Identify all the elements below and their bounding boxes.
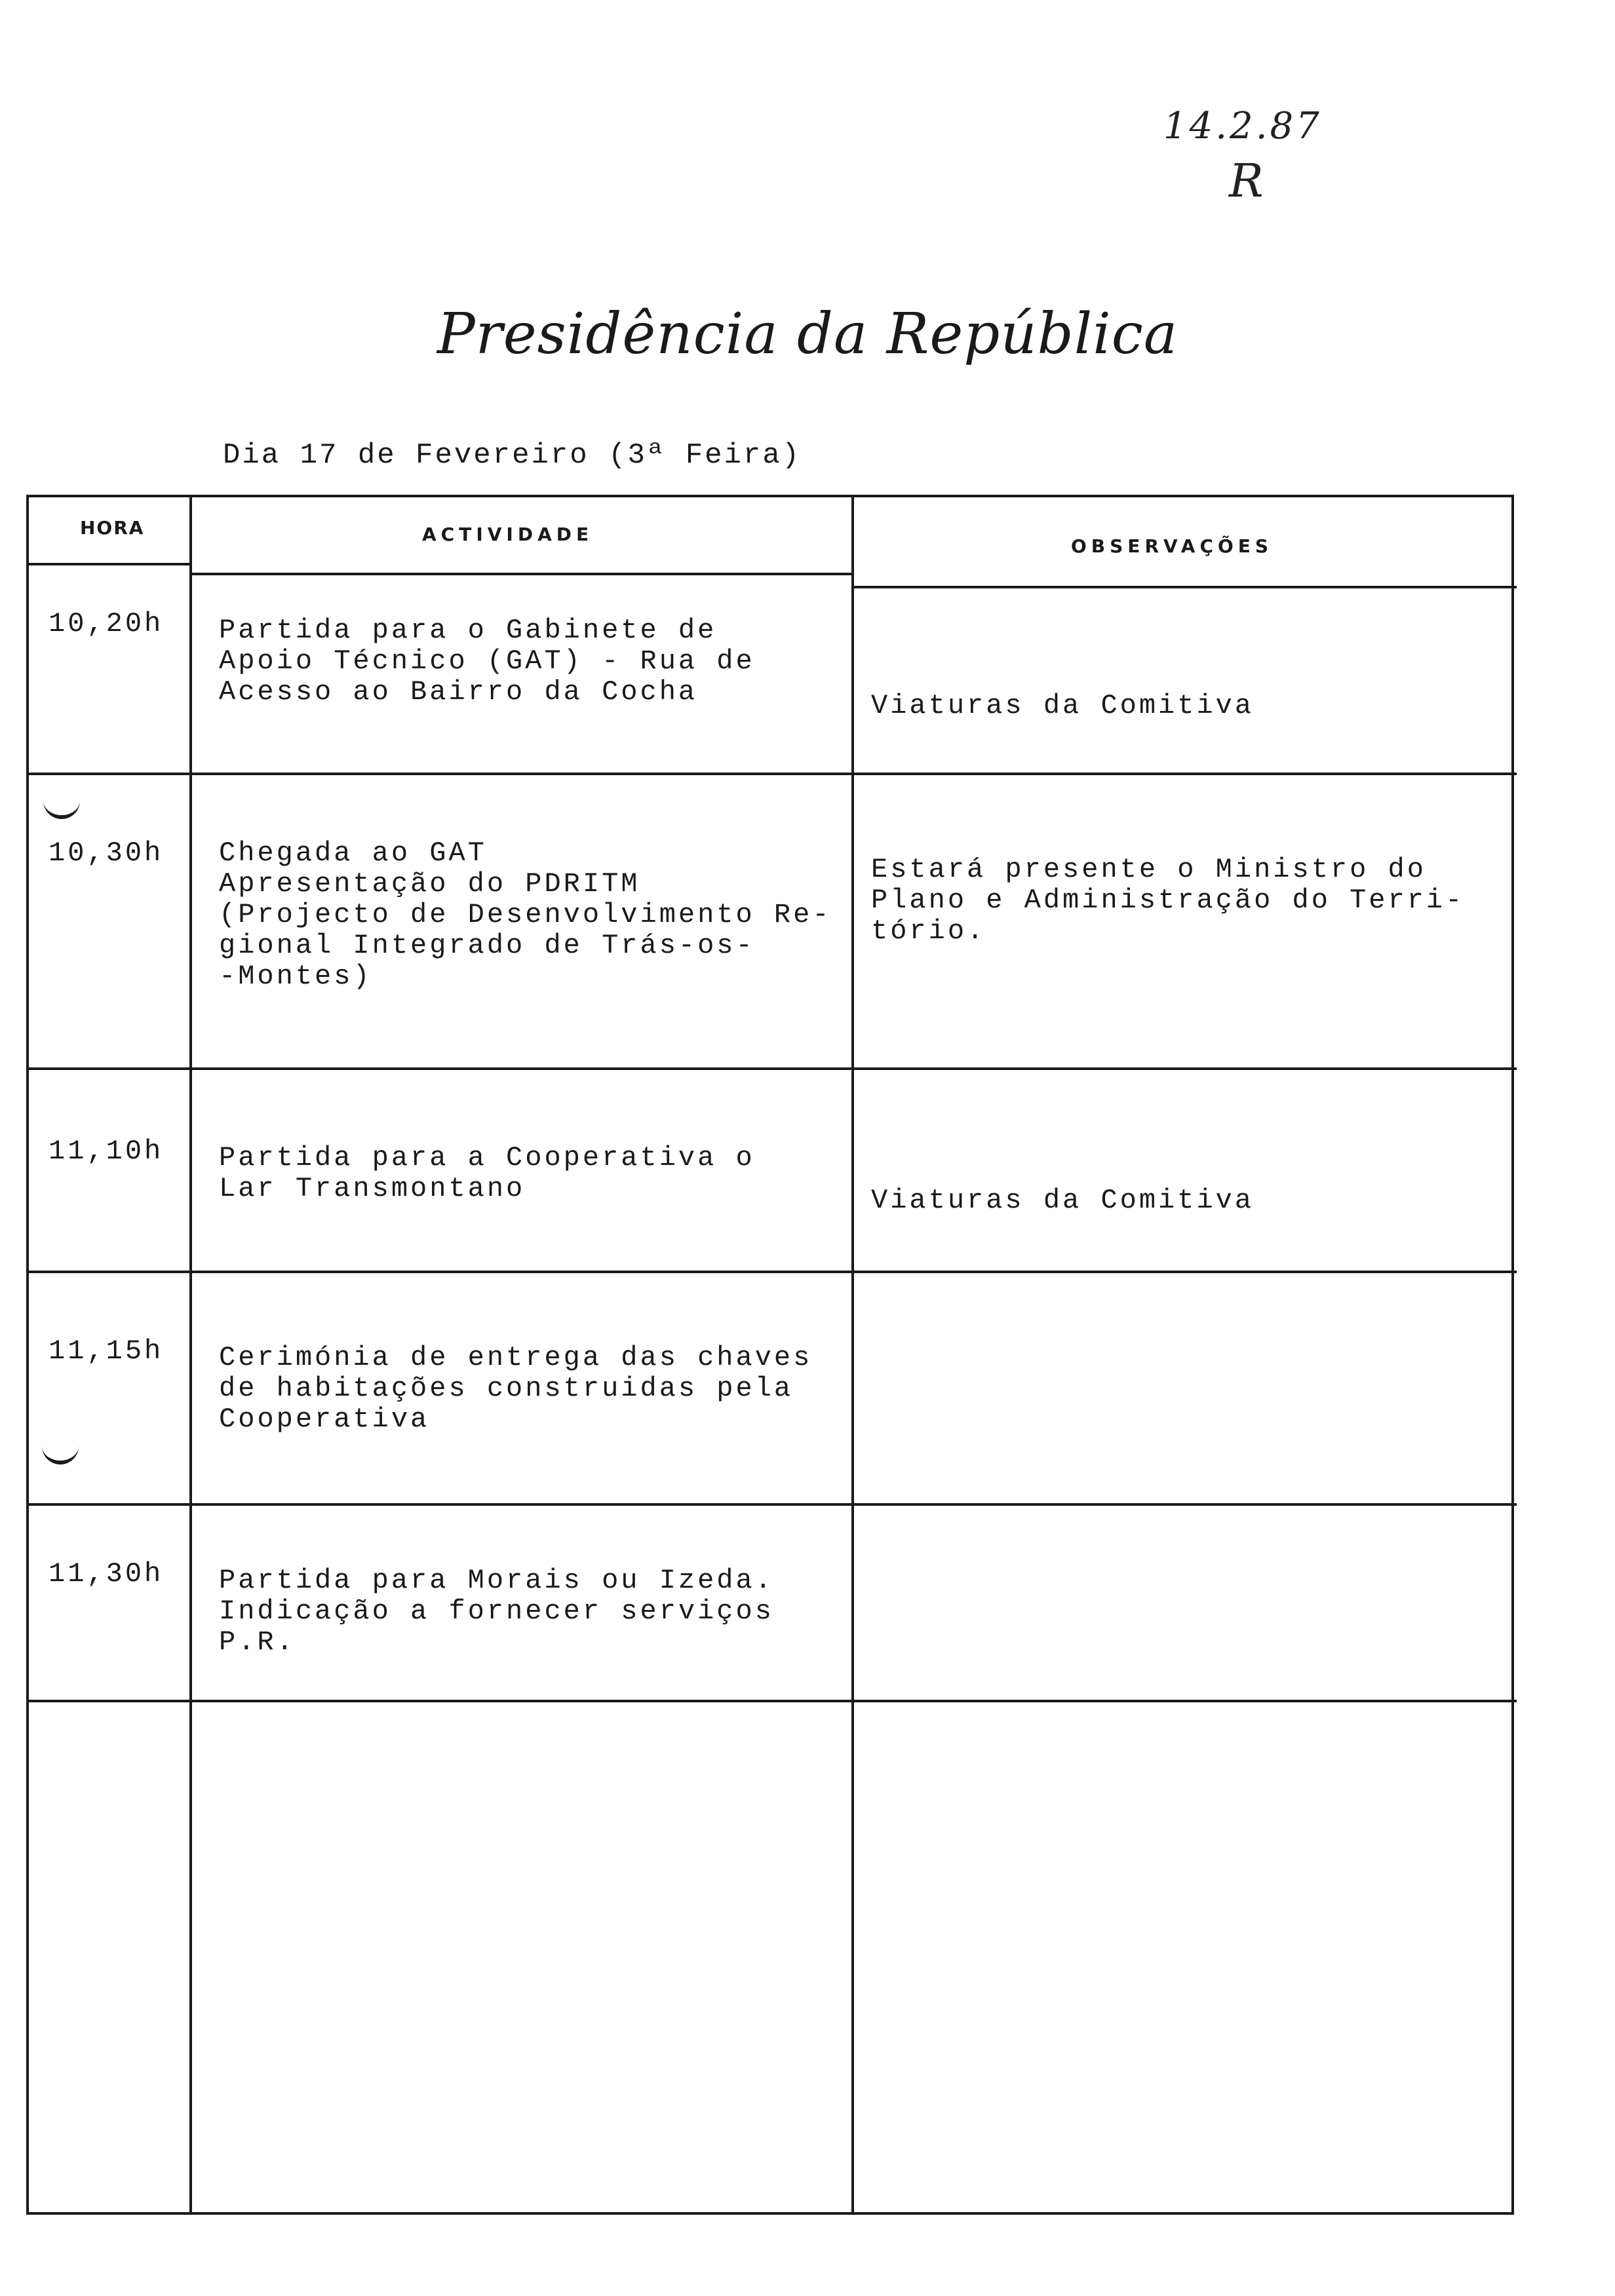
row-observation: Estará presente o Ministro do Plano e Administração do Terri- tório. bbox=[871, 854, 1465, 947]
row-separator bbox=[29, 1271, 1517, 1273]
row-activity: Partida para o Gabinete de Apoio Técnico (GAT) - Rua de Acesso ao Bairro da Cocha bbox=[219, 615, 755, 708]
row-time: 11,30h bbox=[49, 1558, 164, 1590]
row-observation: Viaturas da Comitiva bbox=[871, 690, 1255, 721]
row-activity: Partida para a Cooperativa o Lar Transmontano bbox=[219, 1142, 755, 1204]
row-time: 11,15h bbox=[49, 1335, 164, 1367]
row-separator bbox=[29, 1067, 1517, 1070]
row-time: 10,30h bbox=[49, 837, 164, 869]
header-separator bbox=[851, 586, 1517, 588]
header-observacoes: OBSERVAÇÕES bbox=[1071, 535, 1274, 557]
header-separator bbox=[189, 573, 851, 575]
row-separator bbox=[29, 773, 1517, 775]
column-divider bbox=[189, 497, 192, 2212]
schedule-date: Dia 17 de Fevereiro (3ª Feira) bbox=[223, 439, 802, 472]
letterhead-title: Presidência da República bbox=[437, 301, 1178, 367]
row-observation: Viaturas da Comitiva bbox=[871, 1185, 1255, 1216]
row-activity: Chegada ao GAT Apresentação do PDRITM (Projecto de Desenvolvimento Re- gional Integrado de Trás-os- -Montes) bbox=[219, 837, 832, 992]
header-actividade: ACTIVIDADE bbox=[422, 524, 594, 545]
column-divider bbox=[851, 497, 854, 2212]
header-separator bbox=[29, 563, 189, 565]
schedule-table bbox=[26, 495, 1514, 2215]
row-activity: Partida para Morais ou Izeda. Indicação a fornecer serviços P.R. bbox=[219, 1565, 774, 1658]
margin-check-mark bbox=[42, 1441, 79, 1464]
row-separator bbox=[29, 1700, 1517, 1702]
row-separator bbox=[29, 1503, 1517, 1506]
handwritten-date: 14.2.87 bbox=[1163, 105, 1322, 147]
row-activity: Cerimónia de entrega das chaves de habitações construidas pela Cooperativa bbox=[219, 1342, 813, 1435]
handwritten-initials: R bbox=[1229, 154, 1264, 208]
row-time: 11,10h bbox=[49, 1136, 164, 1167]
row-time: 10,20h bbox=[49, 608, 164, 640]
header-hora: HORA bbox=[80, 517, 145, 539]
margin-check-mark bbox=[43, 795, 80, 819]
